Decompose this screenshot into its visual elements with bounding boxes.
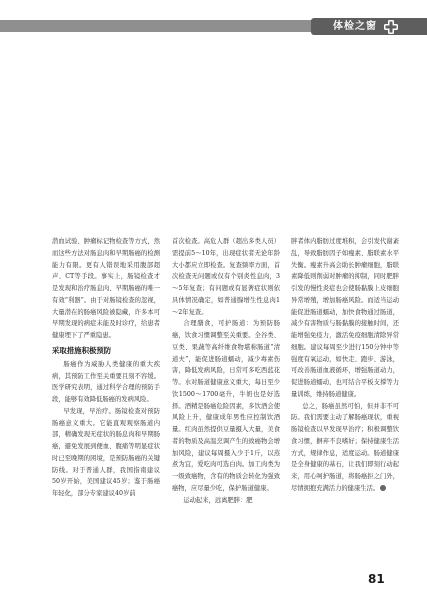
text-column-2 [172,236,280,506]
section-heading: 采取措施积极预防 [52,345,112,355]
text-column-3 [291,236,399,495]
paragraph: 肠癌作为威胁人类健康的重大疾病，其预防工作至关重要且刻不容缓。医学研究表明，通过科学合理的预防手段，能够有效降低肠癌的发病风险。 [52,360,160,403]
paragraph: 早发现，早治疗。肠镜检查对预防肠癌意义重大。它能直观观察肠道内部，精确发现无症状的肠息肉和早期肠癌，避免发展到便血、腹痛等明显症状时已至晚期的困境，是预防肠癌的关键防线。对于普通人群，我国指南建议50岁开始，美国建议45岁；鉴于肠癌年轻化，部分专家建议40岁前 [52,407,160,497]
page-number: 81 [368,572,385,586]
paragraph: 总之，肠癌虽然可怕，但并非不可防。我们需要主动了解肠癌现状，重视肠镜检查以早发现早治疗；积极调整饮食习惯，摒弃不良嗜好；保持健康生活方式，规律作息，适度运动。肠道健康是全身健康的基石，让我们即刻行动起来，用心呵护肠道，将肠癌拒之门外，尽情拥抱充满活力的健康生活。 [291,402,399,492]
paragraph: 合理膳食，可护肠道：为预防肠癌，饮食习惯调整至关重要。全谷类、豆类、果蔬等高纤维食物堪称肠道“清道夫”，能促进肠道蠕动，减少毒素伤害，降低发病风险，日常可多吃西蓝花等。水对肠道健康意义重大，每日至少饮1500～1700毫升，牛奶也是好选择。酒精是肠癌危险因素，多饮酒会使风险上升，健康成年男性应控制饮酒量。红肉虽然提供豆量摄入大量，美食者的物质及高温烹调产生的致癌物会增加风险，建议每周摄入少于1斤，以蒸煮为宜，爱吃肉可选白肉。加工肉类为一级致癌物，含有的物质会转化为强致癌物，应尽量少吃，保护肠道健康。 [172,320,280,492]
text-column-1 [52,236,160,500]
end-of-article-icon [380,485,386,491]
paragraph: 潜血试验、肿瘤标记物检查等方式，然而这些方法对肠息肉和早期肠癌的检测能力有限。更有人错误地采用腹部超声、CT等手段。事实上，肠镜检查才是发现和治疗肠息肉、早期肠癌的唯一有效“利器”。由于对肠镜检查的忽视，大量潜在的肠癌风险被隐藏，许多本可早期发现的病症未能及时诊疗，给患者健康埋下了严重隐患。 [52,238,160,339]
paragraph: 运动起来，远离肥胖：肥 [183,496,253,504]
medical-cross-icon [382,19,400,35]
paragraph: 首次检查。高危人群（超出多类人员）需提前5～10年，出现症状者无论年龄大小都应立即检查。复查频率方面，首次检查无问题或仅有个别炎性息肉，3～5年复查；有问题或有显著症状则依具体情况确定，如普通腺增生性息肉1～2年复查。 [172,238,280,316]
paragraph: 胖者体内脂肪过度堆积，会引发代谢紊乱，导致脂肪因子如瘦素、脂联素水平失衡。瘦素升高会助长肿瘤细胞，脂联素降低则削弱对肿瘤的抑制，同时肥胖引发的慢性炎症也会使肠黏膜上皮细胞异常增殖，增加肠癌风险。而适当运动能促进肠道蠕动，加快食物通过肠道，减少有害物质与肠黏膜的接触时间，还能增强免疫力，激活免疫细胞清除异常细胞。建议每周至少进行150分钟中等强度有氧运动，如快走、跑步、游泳，可改善肠道血液循环，增强肠道动力，促进肠道蠕动，也可结合平板支撑等力量训练，维持肠道健康。 [291,238,399,398]
section-title: 体检之窗 [333,21,377,32]
